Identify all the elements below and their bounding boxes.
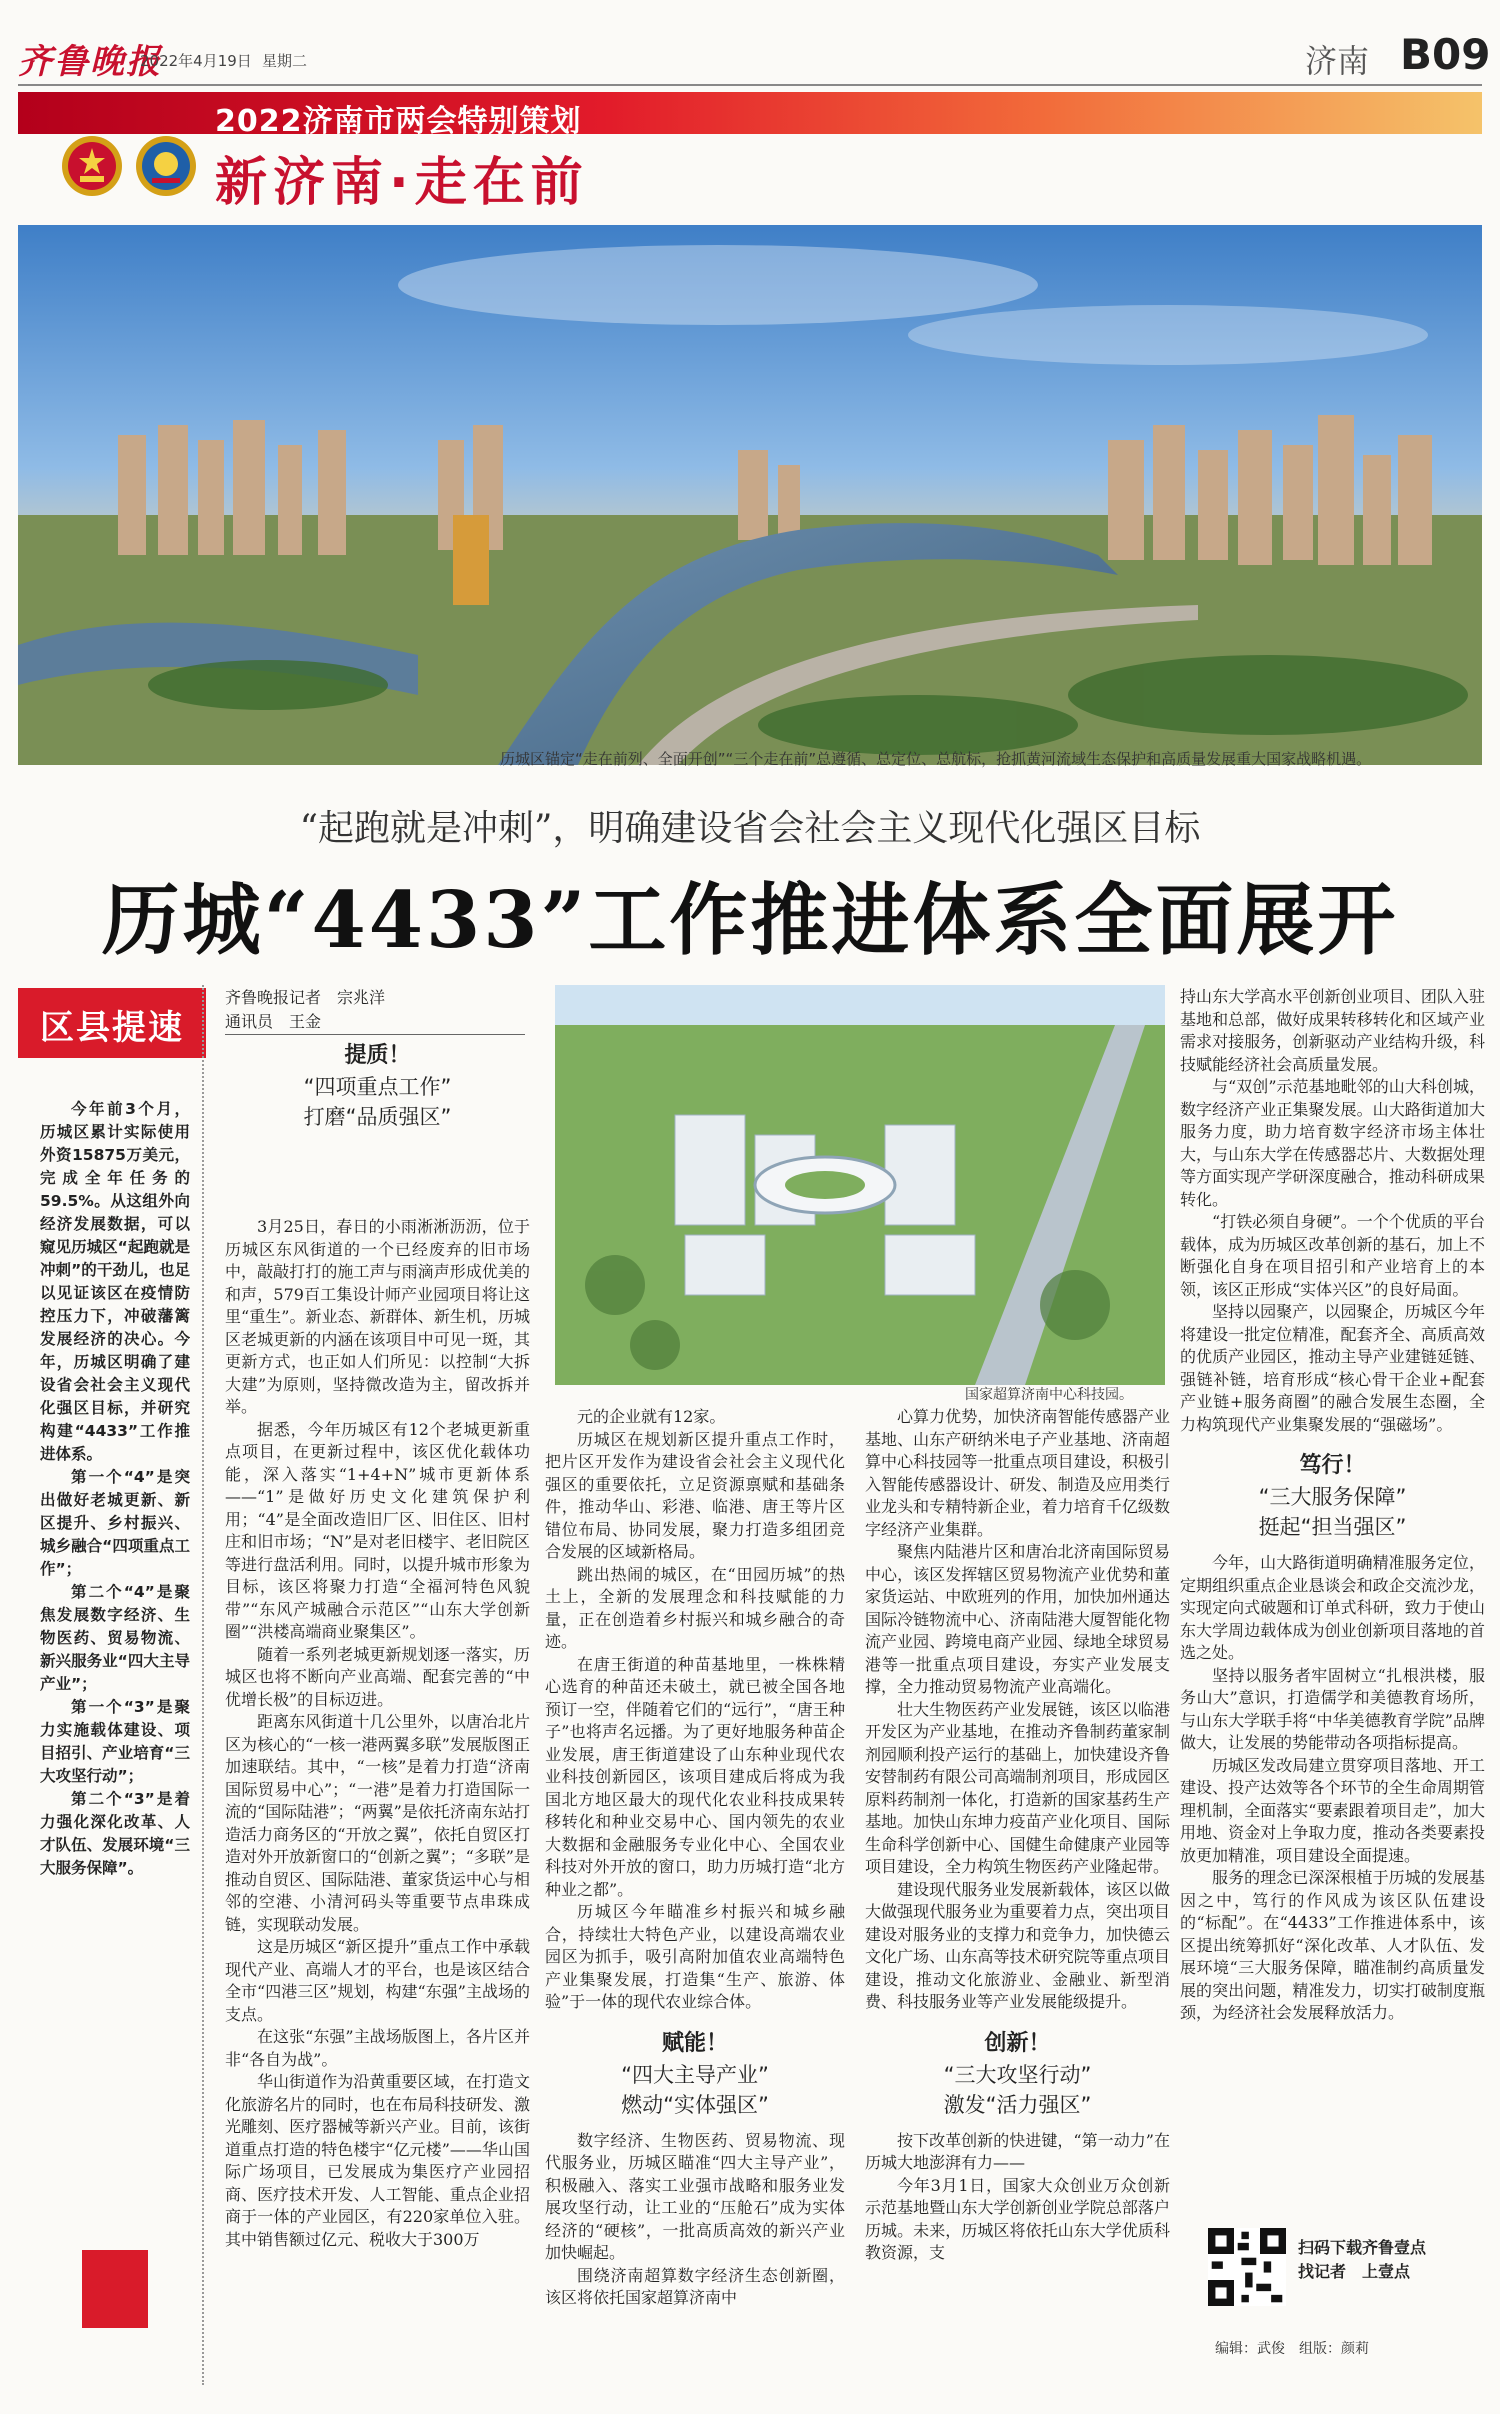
subhead-3 <box>865 2028 1170 2120</box>
page-number: B09 <box>1400 30 1491 79</box>
body-paragraph: “打铁必须自身硬”。一个个优质的平台载体，成为历城区改革创新的基石，加上不断强化自身在项目招引和产业培育上的本领，该区正形成“实体兴区”的良好局面。 <box>1180 1212 1485 1299</box>
subhead-1 <box>225 1040 530 1132</box>
body-paragraph: 在这张“东强”主战场版图上，各片区并非“各自为战”。 <box>225 2027 530 2069</box>
column-divider <box>202 985 204 2385</box>
special-banner-title: 2022济南市两会特别策划 <box>215 104 582 139</box>
subhead-4-tag: 笃行！ <box>1299 1453 1366 1478</box>
main-headline: 历城“4433”工作推进体系全面展开 <box>101 875 1399 966</box>
special-slogan: 新济南·走在前 <box>215 153 589 213</box>
subhead-2 <box>545 2028 845 2120</box>
body-paragraph: 持山东大学高水平创新创业项目、团队入驻基地和总部，做好成果转移转化和区域产业需求对接服务，创新驱动产业结构升级，科技赋能经济社会高质量发展。 <box>1180 987 1485 1074</box>
subhead-1-line1: “四项重点工作” <box>303 1075 452 1099</box>
qr-code-icon[interactable] <box>1208 2228 1286 2306</box>
body-paragraph: 今年，山大路街道明确精准服务定位，定期组织重点企业恳谈会和政企交流沙龙，实现定向式破题和订单式科研，致力于使山东大学周边载体成为创业创新项目落地的首选之处。 <box>1180 1553 1485 1662</box>
body-paragraph: 坚持以园聚产，以园聚企，历城区今年将建设一批定位精准，配套齐全、高质高效的优质产业园区，推动主导产业建链延链、强链补链，培育形成“核心骨干企业+配套产业链+服务商圈”的融合发展生态圈，全力构筑现代产业集聚发展的“强磁场”。 <box>1180 1302 1485 1434</box>
body-paragraph: 按下改革创新的快进键，“第一动力”在历城大地澎湃有力—— <box>865 2130 1170 2172</box>
byline-correspondent: 通讯员 王金 <box>225 1012 322 1031</box>
body-paragraph: 坚持以服务者牢固树立“扎根洪楼，服务山大”意识，打造儒学和美德教育场所，与山东大学联手将“中华美德教育学院”品牌做大，让发展的势能带动各项指标提高。 <box>1180 1665 1485 1752</box>
body-paragraph: 历城区在规划新区提升重点工作时，把片区开发作为建设省会社会主义现代化强区的重要依托，立足资源禀赋和基础条件，推动华山、彩港、临港、唐王等片区错位布局、协同发展，聚力打造多组团竞合发展的区域新格局。 <box>545 1429 845 1561</box>
editor-credit: 编辑：武俊 组版：颜莉 <box>1215 2341 1369 2357</box>
body-paragraph: 今年3月1日，国家大众创业万众创新示范基地暨山东大学创新创业学院总部落户历城。未来，历城区将依托山东大学优质科教资源，支 <box>865 2175 1170 2262</box>
body-column-1 <box>225 1216 530 2251</box>
subhead-3-tag: 创新！ <box>984 2030 1051 2056</box>
subhead-3-line2: 激发“活力强区” <box>943 2092 1092 2117</box>
byline-divider <box>225 1034 525 1035</box>
issue-weekday: 星期二 <box>262 52 308 70</box>
header-divider <box>18 84 1482 86</box>
summary-paragraph: 第一个“4”是突出做好老城更新、新区提升、乡村振兴、城乡融合“四项重点工作”； <box>40 1468 190 1578</box>
body-column-2 <box>545 1406 845 2310</box>
cppcc-emblem-icon <box>134 134 198 198</box>
decorative-red-block <box>82 2250 148 2328</box>
body-paragraph: 历城区发改局建立贯穿项目落地、开工建设、投产达效等各个环节的全生命周期管理机制，全面落实“要素跟着项目走”，加大用地、资金对上争取力度，推动各类要素投放更加精准，项目建设全面提速。 <box>1180 1755 1485 1865</box>
body-paragraph: 距离东风街道十几公里外，以唐冶北片区为核心的“一核一港两翼多联”发展版图正加速联结。其中，“一核”是着力打造“济南国际贸易中心”；“一港”是着力打造国际一流的“国际陆港”；“两翼”是依托济南东站打造活力商务区的“开放之翼”，依托自贸区打造对外开放新窗口的“创新之翼”；“多联”是推动自贸区、国际陆港、董家货运中心与相邻的空港、小清河码头等重要节点串珠成链，实现联动发展。 <box>225 1712 530 1934</box>
headline-kicker: “起跑就是冲刺”，明确建设省会社会主义现代化强区目标 <box>299 808 1201 849</box>
newspaper-masthead: 齐鲁晚报 <box>18 42 162 82</box>
column-tag-label: 区县提速 <box>40 1008 184 1048</box>
subhead-1-tag: 提质！ <box>344 1043 411 1068</box>
body-paragraph: 与“双创”示范基地毗邻的山大科创城，数字经济产业正集聚发展。山大路街道加大服务力度，助力培育数字经济市场主体壮大，与山东大学在传感器芯片、大数据处理等方面实现产学研深度融合，推动科研成果转化。 <box>1180 1077 1485 1209</box>
body-paragraph: 在唐王街道的种苗基地里，一株株精心选育的种苗还未破土，就已被全国各地预订一空，伴随着它们的“远行”，“唐王种子”也将声名远播。为了更好地服务种苗企业发展，唐王街道建设了山东种业现代农业科技创新园区，该项目建成后将成为我国北方地区最大的现代化农业科技成果转移转化和种业交易中心、国内领先的农业大数据和金融服务专业化中心、全国农业科技对外开放的窗口，助力历城打造“北方种业之都”。 <box>545 1654 845 1899</box>
byline <box>225 986 385 1034</box>
qr-promo-line2: 找记者 上壹点 <box>1298 2262 1411 2281</box>
body-paragraph: 3月25日，春日的小雨淅淅沥沥，位于历城区东风街道的一个已经废弃的旧市场中，敲敲打打的施工声与雨滴声形成优美的和声，579百工集设计师产业园项目将让这里“重生”。新业态、新群体、新生机，历城区老城更新的内涵在该项目中可见一斑，其更新方式，也正如人们所见：以控制“大拆大建”为原则，坚持微改造为主，留改拆并举。 <box>225 1217 530 1416</box>
body-paragraph: 聚焦内陆港片区和唐冶北济南国际贸易中心，该区发挥辖区贸易物流产业优势和董家货运站、中欧班列的作用，加快加州通达国际冷链物流中心、济南陆港大厦智能化物流产业园、跨境电商产业园、绿地全球贸易港等一批重点项目建设，夯实产业发展支撑，全力推动贸易物流产业高端化。 <box>865 1542 1170 1696</box>
qr-promo-line1: 扫码下载齐鲁壹点 <box>1298 2238 1427 2257</box>
body-column-4 <box>1180 986 1485 2025</box>
rendering-caption: 国家超算济南中心科技园。 <box>965 1387 1133 1403</box>
qr-promo-text <box>1298 2236 1426 2284</box>
subhead-2-tag: 赋能！ <box>661 2030 728 2056</box>
subhead-3-line1: “三大攻坚行动” <box>943 2062 1092 2087</box>
subhead-4-line1: “三大服务保障” <box>1258 1485 1407 1509</box>
byline-reporter: 齐鲁晚报记者 宗兆洋 <box>225 988 386 1007</box>
page-header <box>0 0 1500 84</box>
issue-date: 2022年4月19日 <box>140 52 252 70</box>
body-paragraph: 建设现代服务业发展新载体，该区以做大做强现代服务业为重要着力点，突出项目建设对服务业的支撑力和竞争力，加快德云文化广场、山东高等技术研究院等重点项目建设，推动文化旅游业、金融业、新型消费、科技服务业等产业发展能级提升。 <box>865 1879 1170 2011</box>
body-paragraph: 服务的理念已深深根植于历城的发展基因之中，笃行的作风成为该区队伍建设的“标配”。在“4433”工作推进体系中，该区提出统筹抓好“深化改革、人才队伍、发展环境“三大服务保障，瞄准制约高质量发展的突出问题，精准发力，切实打破制度瓶颈，为经济社会发展释放活力。 <box>1180 1868 1485 2022</box>
body-paragraph: 元的企业就有12家。 <box>577 1407 726 1426</box>
body-paragraph: 心算力优势，加快济南智能传感器产业基地、山东产研纳米电子产业基地、济南超算中心科技园等一批重点项目建设，积极引入智能传感器设计、研发、制造及应用类行业龙头和专精特新企业，着力培育千亿级数字经济产业集群。 <box>865 1407 1170 1539</box>
body-paragraph: 壮大生物医药产业发展链，该区以临港开发区为产业基地，在推动齐鲁制药董家制剂园顺利投产运行的基础上，加快建设齐鲁安替制药有限公司高端制剂项目，形成园区原料药制剂一体化，打造新的国家基药生产基地。加快山东坤力疫苗产业化项目、国际生命科学创新中心、国健生命健康产业园等项目建设，全力构筑生物医药产业隆起带。 <box>865 1699 1170 1876</box>
hero-cityscape-photo <box>18 225 1482 765</box>
body-paragraph: 围绕济南超算数字经济生态创新圈，该区将依托国家超算济南中 <box>545 2265 845 2307</box>
body-paragraph: 跳出热闹的城区，在“田园历城”的热土上，全新的发展理念和科技赋能的力量，正在创造着乡村振兴和城乡融合的奇迹。 <box>545 1564 845 1651</box>
hero-photo-caption: 历城区锚定“走在前列、全面开创”“三个走在前”总遵循、总定位、总航标，抢抓黄河流域生态保护和高质量发展重大国家战略机遇。 <box>500 750 1372 768</box>
body-column-3 <box>865 1406 1170 2265</box>
subhead-2-line2: 燃动“实体强区” <box>621 2092 769 2117</box>
section-name: 济南 <box>1305 42 1370 80</box>
subhead-1-line2: 打磨“品质强区” <box>303 1105 452 1129</box>
summary-paragraph: 第一个“3”是聚力实施载体建设、项目招引、产业培育“三大攻坚行动”； <box>40 1698 190 1785</box>
article-summary <box>40 1098 190 1880</box>
national-emblem-icon <box>60 134 124 198</box>
subhead-4 <box>1180 1450 1485 1542</box>
body-paragraph: 据悉，今年历城区有12个老城更新重点项目，在更新过程中，该区优化载体功能，深入落实“1+4+N”城市更新体系——“1”是做好历史文化建筑保护利用；“4”是全面改造旧厂区、旧住区、旧村庄和旧市场；“N”是对老旧楼宇、老旧院区等进行盘活利用。同时，以提升城市形象为目标，该区将聚力打造“全福河特色风貌带”“东风产城融合示范区”“山东大学创新圈”“洪楼高端商业聚集区”。 <box>225 1419 530 1641</box>
body-paragraph: 华山街道作为沿黄重要区域，在打造文化旅游名片的同时，也在布局科技研发、激光雕刻、医疗器械等新兴产业。目前，该街道重点打造的特色楼宇“亿元楼”——华山国际广场项目，已发展成为集医疗产业园招商、医疗技术开发、人工智能、重点企业招商于一体的产业园区，有220家单位入驻。其中销售额过亿元、税收大于300万 <box>225 2072 530 2249</box>
body-paragraph: 数字经济、生物医药、贸易物流、现代服务业，历城区瞄准“四大主导产业”，积极融入、落实工业强市战略和服务业发展攻坚行动，让工业的“压舱石”成为实体经济的“硬核”，一批高质高效的新兴产业加快崛起。 <box>545 2130 845 2262</box>
subhead-4-line2: 挺起“担当强区” <box>1258 1515 1407 1539</box>
body-paragraph: 随着一系列老城更新规划逐一落实，历城区也将不断向产业高端、配套完善的“中优增长极”的目标迈进。 <box>225 1644 530 1709</box>
supercomputing-park-rendering <box>555 985 1165 1385</box>
subhead-2-line1: “四大主导产业” <box>621 2062 769 2087</box>
summary-paragraph: 第二个“4”是聚焦发展数字经济、生物医药、贸易物流、新兴服务业“四大主导产业”； <box>40 1583 190 1693</box>
summary-paragraph: 第二个“3”是着力强化深化改革、人才队伍、发展环境“三大服务保障”。 <box>40 1790 190 1877</box>
summary-paragraph: 今年前3个月，历城区累计实际使用外资15875万美元，完成全年任务的59.5%。从这组外向经济发展数据，可以窥见历城区“起跑就是冲刺”的干劲儿，也足以见证该区在疫情防控压力下，冲破藩篱发展经济的决心。今年，历城区明确了建设省会社会主义现代化强区目标，并研究构建“4433”工作推进体系。 <box>40 1100 190 1463</box>
body-paragraph: 历城区今年瞄准乡村振兴和城乡融合，持续壮大特色产业，以建设高端农业园区为抓手，吸引高附加值农业高端特色产业集聚发展，打造集“生产、旅游、体验”于一体的现代农业综合体。 <box>545 1902 845 2011</box>
body-paragraph: 这是历城区“新区提升”重点工作中承载现代产业、高端人才的平台，也是该区结合全市“四港三区”规划，构建“东强”主战场的支点。 <box>225 1937 530 2024</box>
